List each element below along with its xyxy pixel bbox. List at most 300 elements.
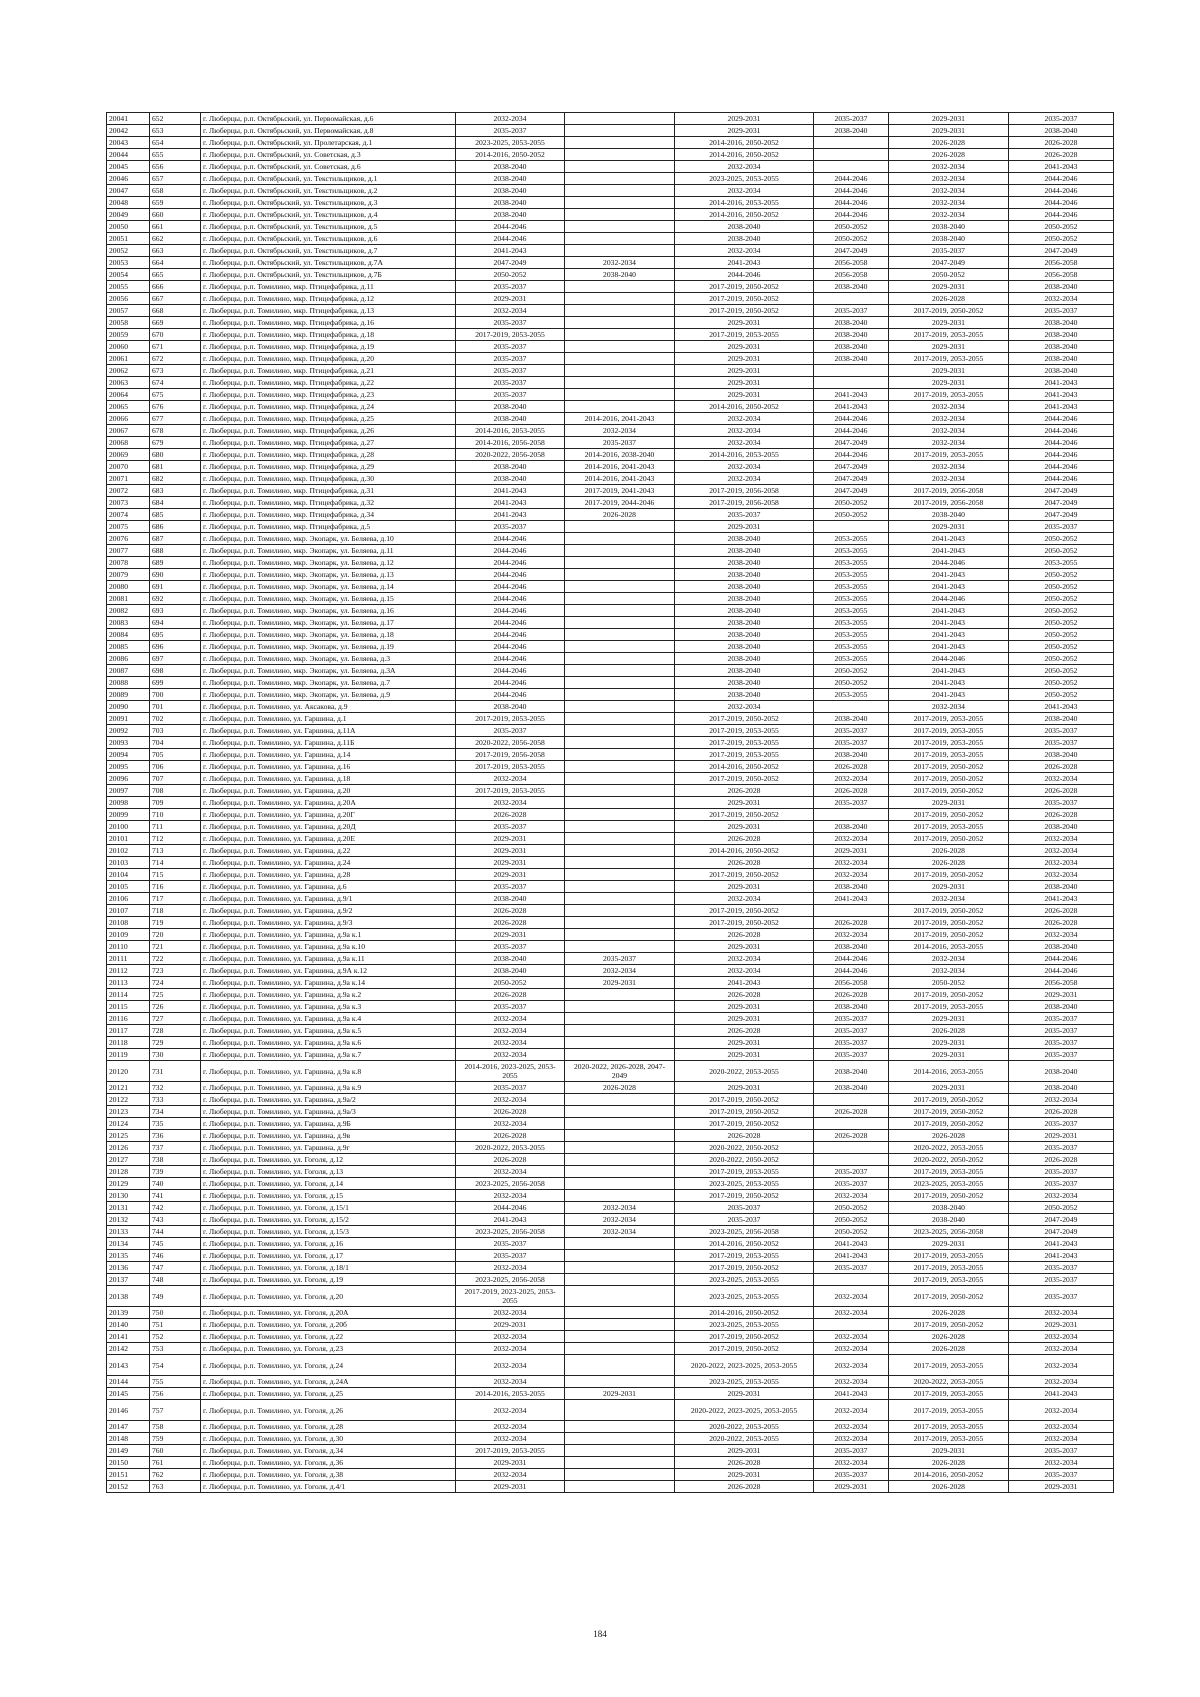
row-id-cell: 20080 [107, 581, 150, 593]
period-cell-5: 2017-2019, 2050-2052 [889, 1190, 1009, 1202]
period-cell-4: 2053-2055 [814, 569, 889, 581]
period-cell-5: 2038-2040 [889, 509, 1009, 521]
period-cell-6: 2044-2046 [1009, 449, 1114, 461]
item-number-cell: 702 [150, 713, 201, 725]
period-cell-1: 2035-2037 [456, 1238, 565, 1250]
row-id-cell: 20127 [107, 1154, 150, 1166]
row-id-cell: 20045 [107, 161, 150, 173]
item-number-cell: 678 [150, 425, 201, 437]
period-cell-4: 2047-2049 [814, 437, 889, 449]
row-id-cell: 20058 [107, 317, 150, 329]
period-cell-1: 2044-2046 [456, 557, 565, 569]
table-row [107, 1025, 1114, 1037]
period-cell-2: 2014-2016, 2041-2043 [565, 461, 675, 473]
table-row [107, 1262, 1114, 1274]
address-cell: г. Люберцы, р.п. Томилино, ул. Гаршина, д.9а к.10 [201, 941, 456, 953]
address-cell: г. Люберцы, р.п. Томилино, ул. Гоголя, д.12 [201, 1154, 456, 1166]
period-cell-2 [565, 653, 675, 665]
table-row [107, 1130, 1114, 1142]
period-cell-2: 2014-2016, 2038-2040 [565, 449, 675, 461]
period-cell-3: 2026-2028 [675, 1457, 814, 1469]
period-cell-6: 2032-2034 [1009, 869, 1114, 881]
period-cell-3: 2038-2040 [675, 545, 814, 557]
row-id-cell: 20131 [107, 1202, 150, 1214]
period-cell-1: 2038-2040 [456, 893, 565, 905]
period-cell-3: 2029-2031 [675, 1037, 814, 1049]
row-id-cell: 20082 [107, 605, 150, 617]
period-cell-3: 2017-2019, 2050-2052 [675, 713, 814, 725]
period-cell-6: 2038-2040 [1009, 125, 1114, 137]
period-cell-4: 2032-2034 [814, 1307, 889, 1319]
table-row [107, 257, 1114, 269]
table-body [107, 113, 1114, 1493]
period-cell-4: 2053-2055 [814, 617, 889, 629]
period-cell-4: 2041-2043 [814, 389, 889, 401]
period-cell-2 [565, 893, 675, 905]
table-row [107, 1118, 1114, 1130]
period-cell-2 [565, 1190, 675, 1202]
period-cell-6: 2044-2046 [1009, 473, 1114, 485]
address-cell: г. Люберцы, р.п. Томилино, ул. Гаршина, д.9/3 [201, 917, 456, 929]
period-cell-3: 2020-2022, 2050-2052 [675, 1142, 814, 1154]
period-cell-2 [565, 365, 675, 377]
period-cell-6: 2041-2043 [1009, 401, 1114, 413]
table-row [107, 1388, 1114, 1400]
period-cell-6: 2038-2040 [1009, 281, 1114, 293]
period-cell-4: 2032-2034 [814, 1433, 889, 1445]
item-number-cell: 748 [150, 1274, 201, 1286]
period-cell-3: 2032-2034 [675, 701, 814, 713]
period-cell-6: 2035-2037 [1009, 1262, 1114, 1274]
address-cell: г. Люберцы, р.п. Томилино, ул. Гоголя, д.23 [201, 1343, 456, 1355]
table-row [107, 665, 1114, 677]
period-cell-3: 2014-2016, 2053-2055 [675, 449, 814, 461]
address-cell: г. Люберцы, р.п. Октябрьский, ул. Текстильщиков, д.7А [201, 257, 456, 269]
period-cell-3: 2017-2019, 2050-2052 [675, 773, 814, 785]
period-cell-5: 2017-2019, 2053-2055 [889, 1166, 1009, 1178]
row-id-cell: 20107 [107, 905, 150, 917]
period-cell-6: 2038-2040 [1009, 341, 1114, 353]
table-row [107, 185, 1114, 197]
item-number-cell: 679 [150, 437, 201, 449]
period-cell-4: 2047-2049 [814, 245, 889, 257]
table-row [107, 1457, 1114, 1469]
period-cell-2 [565, 1331, 675, 1343]
table-row [107, 377, 1114, 389]
row-id-cell: 20111 [107, 953, 150, 965]
period-cell-2 [565, 1037, 675, 1049]
period-cell-5: 2017-2019, 2050-2052 [889, 1094, 1009, 1106]
address-cell: г. Люберцы, р.п. Октябрьский, ул. Текстильщиков, д.7 [201, 245, 456, 257]
period-cell-1: 2035-2037 [456, 1001, 565, 1013]
item-number-cell: 652 [150, 113, 201, 125]
row-id-cell: 20071 [107, 473, 150, 485]
address-cell: г. Люберцы, р.п. Томилино, ул. Гоголя, д.16 [201, 1238, 456, 1250]
period-cell-2 [565, 689, 675, 701]
period-cell-6: 2050-2052 [1009, 545, 1114, 557]
period-cell-2 [565, 797, 675, 809]
item-number-cell: 682 [150, 473, 201, 485]
period-cell-2: 2032-2034 [565, 965, 675, 977]
period-cell-5: 2032-2034 [889, 185, 1009, 197]
period-cell-4: 2032-2034 [814, 1343, 889, 1355]
address-cell: г. Люберцы, р.п. Томилино, мкр. Птицефабрика, д.16 [201, 317, 456, 329]
period-cell-4 [814, 1142, 889, 1154]
period-cell-1: 2038-2040 [456, 209, 565, 221]
item-number-cell: 717 [150, 893, 201, 905]
row-id-cell: 20073 [107, 497, 150, 509]
address-cell: г. Люберцы, р.п. Томилино, мкр. Птицефабрика, д.34 [201, 509, 456, 521]
period-cell-5: 2017-2019, 2053-2055 [889, 389, 1009, 401]
period-cell-5: 2026-2028 [889, 1343, 1009, 1355]
period-cell-3: 2020-2022, 2023-2025, 2053-2055 [675, 1400, 814, 1421]
period-cell-6: 2035-2037 [1009, 1118, 1114, 1130]
period-cell-3: 2029-2031 [675, 1001, 814, 1013]
address-cell: г. Люберцы, р.п. Томилино, ул. Гоголя, д.36 [201, 1457, 456, 1469]
table-row [107, 365, 1114, 377]
period-cell-3: 2026-2028 [675, 989, 814, 1001]
period-cell-4: 2044-2046 [814, 449, 889, 461]
address-cell: г. Люберцы, р.п. Томилино, ул. Гоголя, д.4/1 [201, 1481, 456, 1493]
period-cell-1: 2023-2025, 2053-2055 [456, 137, 565, 149]
item-number-cell: 728 [150, 1025, 201, 1037]
period-cell-5: 2017-2019, 2056-2058 [889, 485, 1009, 497]
item-number-cell: 746 [150, 1250, 201, 1262]
period-cell-1: 2044-2046 [456, 689, 565, 701]
period-cell-3: 2032-2034 [675, 245, 814, 257]
item-number-cell: 654 [150, 137, 201, 149]
period-cell-6: 2050-2052 [1009, 593, 1114, 605]
table-row [107, 1001, 1114, 1013]
row-id-cell: 20136 [107, 1262, 150, 1274]
period-cell-3: 2038-2040 [675, 629, 814, 641]
period-cell-5: 2044-2046 [889, 593, 1009, 605]
item-number-cell: 730 [150, 1049, 201, 1061]
period-cell-5: 2017-2019, 2050-2052 [889, 305, 1009, 317]
period-cell-6: 2032-2034 [1009, 857, 1114, 869]
address-cell: г. Люберцы, р.п. Томилино, ул. Гоголя, д.34 [201, 1445, 456, 1457]
row-id-cell: 20140 [107, 1319, 150, 1331]
address-cell: г. Люберцы, р.п. Томилино, мкр. Экопарк, ул. Беляева, д.3 [201, 653, 456, 665]
period-cell-1: 2023-2025, 2056-2058 [456, 1274, 565, 1286]
period-cell-2 [565, 197, 675, 209]
period-cell-5: 2017-2019, 2053-2055 [889, 725, 1009, 737]
address-cell: г. Люберцы, р.п. Октябрьский, ул. Текстильщиков, д.2 [201, 185, 456, 197]
row-id-cell: 20089 [107, 689, 150, 701]
period-cell-2 [565, 557, 675, 569]
item-number-cell: 698 [150, 665, 201, 677]
period-cell-2 [565, 845, 675, 857]
period-cell-1: 2038-2040 [456, 197, 565, 209]
period-cell-6: 2029-2031 [1009, 989, 1114, 1001]
item-number-cell: 661 [150, 221, 201, 233]
row-id-cell: 20149 [107, 1445, 150, 1457]
row-id-cell: 20065 [107, 401, 150, 413]
period-cell-1: 2044-2046 [456, 653, 565, 665]
period-cell-4: 2050-2052 [814, 1226, 889, 1238]
period-cell-1: 2029-2031 [456, 1457, 565, 1469]
item-number-cell: 703 [150, 725, 201, 737]
item-number-cell: 744 [150, 1226, 201, 1238]
table-row [107, 1400, 1114, 1421]
address-cell: г. Люберцы, р.п. Томилино, ул. Гаршина, д.9/2 [201, 905, 456, 917]
period-cell-5: 2029-2031 [889, 1049, 1009, 1061]
address-cell: г. Люберцы, р.п. Томилино, мкр. Экопарк, ул. Беляева, д.18 [201, 629, 456, 641]
period-cell-2 [565, 185, 675, 197]
address-cell: г. Люберцы, р.п. Томилино, мкр. Птицефабрика, д.28 [201, 449, 456, 461]
address-cell: г. Люберцы, р.п. Томилино, ул. Гаршина, д.9а к.8 [201, 1061, 456, 1082]
period-cell-1: 2032-2034 [456, 1433, 565, 1445]
period-cell-3: 2026-2028 [675, 929, 814, 941]
address-cell: г. Люберцы, р.п. Томилино, ул. Гаршина, д.16 [201, 761, 456, 773]
row-id-cell: 20124 [107, 1118, 150, 1130]
period-cell-1: 2035-2037 [456, 941, 565, 953]
period-cell-1: 2035-2037 [456, 881, 565, 893]
period-cell-1: 2032-2034 [456, 113, 565, 125]
period-cell-6: 2032-2034 [1009, 1343, 1114, 1355]
period-cell-2 [565, 989, 675, 1001]
period-cell-6: 2035-2037 [1009, 113, 1114, 125]
period-cell-5: 2017-2019, 2056-2058 [889, 497, 1009, 509]
period-cell-2 [565, 353, 675, 365]
period-cell-2 [565, 125, 675, 137]
row-id-cell: 20128 [107, 1166, 150, 1178]
row-id-cell: 20090 [107, 701, 150, 713]
period-cell-5: 2017-2019, 2050-2052 [889, 869, 1009, 881]
period-cell-5: 2026-2028 [889, 293, 1009, 305]
period-cell-2 [565, 1445, 675, 1457]
period-cell-6: 2047-2049 [1009, 497, 1114, 509]
period-cell-2 [565, 1238, 675, 1250]
address-cell: г. Люберцы, р.п. Томилино, ул. Гаршина, д.9Б [201, 1118, 456, 1130]
item-number-cell: 734 [150, 1106, 201, 1118]
period-cell-3: 2017-2019, 2053-2055 [675, 1250, 814, 1262]
row-id-cell: 20147 [107, 1421, 150, 1433]
item-number-cell: 697 [150, 653, 201, 665]
address-cell: г. Люберцы, р.п. Томилино, ул. Гаршина, д.9г [201, 1142, 456, 1154]
period-cell-2 [565, 1286, 675, 1307]
period-cell-2 [565, 1457, 675, 1469]
period-cell-6: 2032-2034 [1009, 1376, 1114, 1388]
period-cell-4 [814, 701, 889, 713]
period-cell-5: 2029-2031 [889, 1082, 1009, 1094]
period-cell-5: 2020-2022, 2053-2055 [889, 1142, 1009, 1154]
address-cell: г. Люберцы, р.п. Томилино, ул. Гаршина, д.20Г [201, 809, 456, 821]
period-cell-6: 2050-2052 [1009, 581, 1114, 593]
item-number-cell: 763 [150, 1481, 201, 1493]
period-cell-4: 2053-2055 [814, 593, 889, 605]
item-number-cell: 735 [150, 1118, 201, 1130]
period-cell-3: 2029-2031 [675, 125, 814, 137]
row-id-cell: 20084 [107, 629, 150, 641]
period-cell-6: 2041-2043 [1009, 1388, 1114, 1400]
table-row [107, 797, 1114, 809]
period-cell-4: 2050-2052 [814, 1202, 889, 1214]
period-cell-3: 2026-2028 [675, 857, 814, 869]
period-cell-3: 2023-2025, 2053-2055 [675, 1319, 814, 1331]
item-number-cell: 670 [150, 329, 201, 341]
table-row [107, 1376, 1114, 1388]
period-cell-1: 2014-2016, 2056-2058 [456, 437, 565, 449]
address-cell: г. Люберцы, р.п. Томилино, мкр. Экопарк, ул. Беляева, д.7 [201, 677, 456, 689]
item-number-cell: 688 [150, 545, 201, 557]
row-id-cell: 20122 [107, 1094, 150, 1106]
row-id-cell: 20086 [107, 653, 150, 665]
period-cell-4: 2026-2028 [814, 785, 889, 797]
item-number-cell: 754 [150, 1355, 201, 1376]
address-cell: г. Люберцы, р.п. Томилино, мкр. Птицефабрика, д.11 [201, 281, 456, 293]
row-id-cell: 20048 [107, 197, 150, 209]
address-cell: г. Люберцы, р.п. Томилино, мкр. Птицефабрика, д.27 [201, 437, 456, 449]
table-row [107, 449, 1114, 461]
period-cell-5: 2017-2019, 2050-2052 [889, 1118, 1009, 1130]
period-cell-3: 2029-2031 [675, 1013, 814, 1025]
table-row [107, 197, 1114, 209]
period-cell-6: 2029-2031 [1009, 1481, 1114, 1493]
period-cell-3: 2029-2031 [675, 365, 814, 377]
period-cell-3: 2020-2022, 2053-2055 [675, 1421, 814, 1433]
row-id-cell: 20095 [107, 761, 150, 773]
period-cell-1: 2041-2043 [456, 485, 565, 497]
row-id-cell: 20053 [107, 257, 150, 269]
table-row [107, 329, 1114, 341]
item-number-cell: 671 [150, 341, 201, 353]
period-cell-1: 2032-2034 [456, 1469, 565, 1481]
item-number-cell: 705 [150, 749, 201, 761]
row-id-cell: 20143 [107, 1355, 150, 1376]
table-row [107, 1355, 1114, 1376]
period-cell-4: 2035-2037 [814, 1049, 889, 1061]
period-cell-5: 2017-2019, 2050-2052 [889, 1319, 1009, 1331]
row-id-cell: 20134 [107, 1238, 150, 1250]
row-id-cell: 20074 [107, 509, 150, 521]
period-cell-3: 2035-2037 [675, 509, 814, 521]
period-cell-5: 2017-2019, 2053-2055 [889, 1355, 1009, 1376]
row-id-cell: 20108 [107, 917, 150, 929]
period-cell-2 [565, 377, 675, 389]
period-cell-2 [565, 641, 675, 653]
table-row [107, 245, 1114, 257]
address-cell: г. Люберцы, р.п. Томилино, ул. Гаршина, д.9а к.14 [201, 977, 456, 989]
table-row [107, 1202, 1114, 1214]
table-row [107, 1433, 1114, 1445]
period-cell-5: 2032-2034 [889, 701, 1009, 713]
period-cell-2 [565, 521, 675, 533]
period-cell-2: 2035-2037 [565, 953, 675, 965]
period-cell-6: 2035-2037 [1009, 1037, 1114, 1049]
address-cell: г. Люберцы, р.п. Томилино, ул. Гаршина, д.1 [201, 713, 456, 725]
row-id-cell: 20091 [107, 713, 150, 725]
table-row [107, 713, 1114, 725]
item-number-cell: 683 [150, 485, 201, 497]
period-cell-2: 2032-2034 [565, 1214, 675, 1226]
address-cell: г. Люберцы, р.п. Томилино, мкр. Птицефабрика, д.12 [201, 293, 456, 305]
period-cell-6: 2041-2043 [1009, 1238, 1114, 1250]
period-cell-3: 2017-2019, 2050-2052 [675, 905, 814, 917]
address-cell: г. Люберцы, р.п. Томилино, ул. Гаршина, д.9а/2 [201, 1094, 456, 1106]
period-cell-6: 2035-2037 [1009, 1049, 1114, 1061]
period-cell-3: 2017-2019, 2050-2052 [675, 305, 814, 317]
period-cell-6: 2050-2052 [1009, 665, 1114, 677]
item-number-cell: 699 [150, 677, 201, 689]
period-cell-1: 2017-2019, 2056-2058 [456, 749, 565, 761]
period-cell-5: 2041-2043 [889, 569, 1009, 581]
address-cell: г. Люберцы, р.п. Томилино, ул. Гоголя, д.20А [201, 1307, 456, 1319]
table-row [107, 437, 1114, 449]
period-cell-4: 2053-2055 [814, 605, 889, 617]
period-cell-2 [565, 209, 675, 221]
period-cell-6: 2035-2037 [1009, 1469, 1114, 1481]
table-row [107, 173, 1114, 185]
period-cell-6: 2035-2037 [1009, 1142, 1114, 1154]
period-cell-5: 2023-2025, 2053-2055 [889, 1178, 1009, 1190]
item-number-cell: 668 [150, 305, 201, 317]
period-cell-1: 2032-2034 [456, 1094, 565, 1106]
item-number-cell: 686 [150, 521, 201, 533]
period-cell-2 [565, 1013, 675, 1025]
period-cell-4: 2026-2028 [814, 989, 889, 1001]
item-number-cell: 712 [150, 833, 201, 845]
item-number-cell: 742 [150, 1202, 201, 1214]
period-cell-1: 2029-2031 [456, 857, 565, 869]
period-cell-6: 2050-2052 [1009, 1202, 1114, 1214]
row-id-cell: 20063 [107, 377, 150, 389]
address-cell: г. Люберцы, р.п. Томилино, ул. Гаршина, д.9а к.5 [201, 1025, 456, 1037]
period-cell-1: 2029-2031 [456, 833, 565, 845]
period-cell-1: 2032-2034 [456, 1421, 565, 1433]
row-id-cell: 20043 [107, 137, 150, 149]
period-cell-1: 2023-2025, 2056-2058 [456, 1178, 565, 1190]
period-cell-6: 2044-2046 [1009, 425, 1114, 437]
row-id-cell: 20145 [107, 1388, 150, 1400]
period-cell-6: 2041-2043 [1009, 1250, 1114, 1262]
period-cell-6: 2041-2043 [1009, 893, 1114, 905]
period-cell-4: 2032-2034 [814, 1400, 889, 1421]
period-cell-4: 2050-2052 [814, 665, 889, 677]
address-cell: г. Люберцы, р.п. Томилино, мкр. Экопарк, ул. Беляева, д.9 [201, 689, 456, 701]
period-cell-1: 2035-2037 [456, 365, 565, 377]
row-id-cell: 20075 [107, 521, 150, 533]
period-cell-4: 2035-2037 [814, 1178, 889, 1190]
period-cell-3: 2029-2031 [675, 317, 814, 329]
address-cell: г. Люберцы, р.п. Томилино, ул. Гоголя, д.24 [201, 1355, 456, 1376]
period-cell-4: 2026-2028 [814, 1130, 889, 1142]
period-cell-4: 2029-2031 [814, 845, 889, 857]
item-number-cell: 684 [150, 497, 201, 509]
address-cell: г. Люберцы, р.п. Томилино, ул. Гаршина, д.14 [201, 749, 456, 761]
address-cell: г. Люберцы, р.п. Томилино, мкр. Экопарк, ул. Беляева, д.17 [201, 617, 456, 629]
address-cell: г. Люберцы, р.п. Октябрьский, ул. Советская, д.6 [201, 161, 456, 173]
period-cell-5: 2038-2040 [889, 221, 1009, 233]
address-cell: г. Люберцы, р.п. Томилино, ул. Гаршина, д.11Б [201, 737, 456, 749]
address-cell: г. Люберцы, р.п. Томилино, ул. Гаршина, д.9А к.12 [201, 965, 456, 977]
period-cell-4: 2032-2034 [814, 833, 889, 845]
period-cell-4 [814, 905, 889, 917]
period-cell-3: 2017-2019, 2050-2052 [675, 1190, 814, 1202]
period-cell-4: 2038-2040 [814, 881, 889, 893]
item-number-cell: 691 [150, 581, 201, 593]
item-number-cell: 704 [150, 737, 201, 749]
period-cell-5: 2017-2019, 2050-2052 [889, 773, 1009, 785]
period-cell-1: 2026-2028 [456, 905, 565, 917]
period-cell-5: 2032-2034 [889, 401, 1009, 413]
period-cell-6: 2047-2049 [1009, 509, 1114, 521]
row-id-cell: 20041 [107, 113, 150, 125]
period-cell-4: 2038-2040 [814, 317, 889, 329]
table-row [107, 749, 1114, 761]
period-cell-3: 2017-2019, 2050-2052 [675, 293, 814, 305]
period-cell-2 [565, 605, 675, 617]
